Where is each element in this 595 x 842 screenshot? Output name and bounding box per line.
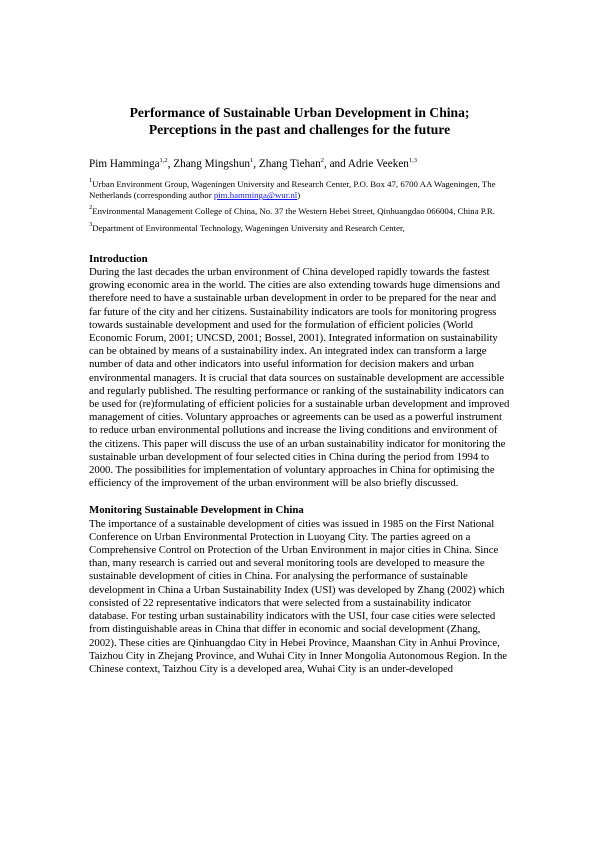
paper-title: Performance of Sustainable Urban Development in China; Perceptions in the past and challenges for the future xyxy=(129,105,470,137)
author-name: Zhang Tiehan xyxy=(258,158,321,170)
affiliation-number: 3 xyxy=(89,220,93,228)
affiliation-text: Environmental Management College of China, No. 37 the Western Hebei Street, Qinhuangdao 066004, China P.R. xyxy=(92,206,495,217)
affiliation xyxy=(89,179,510,201)
author-name: Zhang Mingshun xyxy=(173,158,251,170)
affiliation xyxy=(89,206,510,217)
affiliation-number: 2 xyxy=(89,204,93,212)
section-heading-introduction: Introduction xyxy=(89,252,148,265)
author-affiliation-marker: 1,3 xyxy=(408,157,418,164)
affiliation-number: 1 xyxy=(89,177,93,184)
author-separator: , xyxy=(167,158,174,170)
section-heading-monitoring: Monitoring Sustainable Development in China xyxy=(89,504,304,517)
corresponding-email-link[interactable]: pim.hamminga@wur.nl xyxy=(213,190,298,201)
paper-page xyxy=(89,105,510,676)
section-body-introduction: During the last decades the urban environment of China developed rapidly towards the fastest growing economic area in the world. The cities are also extending towards huge dimensions and therefore need to have a sustainable urban development in order to be prepared for the near and far future of the city and her citizens. Sustainability indicators are tools for monitoring progress towards sustainable development and used for the formulation of efficient policies (World Economic Forum, 2001; UNCSD, 2001; Bossel, 2001). Integrated information on sustainability can be obtained by means of a sustainability index. An integrated index can transform a large number of data and other indicators into useful information for decision makers and urban environmental managers. It is crucial that data sources on sustainable development are accessible and regularly published. The resulting performance or ranking of the sustainability indicators can be used for (re)formulating of efficient policies for a sustainable urban development and improved management of cities. Voluntary approaches or agreements can be used as a powerful instrument to reduce urban environmental pollutions and increase the living conditions and environment of the citizens. This paper will discuss the use of an urban sustainability indicator for monitoring the sustainable urban development of four selected cities in China during the period from 1994 to 2000. The possibilities for implementation of voluntary approaches in China for optimising the efficiency of the improvement of the urban environment will be also briefly discussed. xyxy=(89,266,510,490)
affiliation xyxy=(89,220,510,234)
author-name: Pim Hamminga xyxy=(89,158,160,170)
affiliation-text-end: ) xyxy=(297,190,301,201)
author-list xyxy=(89,158,510,171)
author-separator: , xyxy=(253,158,259,170)
author-affiliation-marker: 1 xyxy=(250,157,254,164)
author-affiliation-marker: 2 xyxy=(320,157,324,164)
author-separator: , and xyxy=(323,158,348,170)
author-affiliation-marker: 1,2 xyxy=(159,157,168,164)
affiliation-text: Department of Environmental Technology, Wageningen University and Research Center, xyxy=(92,222,405,233)
author-name: Adrie Veeken xyxy=(347,158,409,170)
affiliation-text: Urban Environment Group, Wageningen University and Research Center, P.O. Box 47, 6700 AA Wageningen, The Netherlands (corresponding author xyxy=(89,179,496,201)
section-body-monitoring: The importance of a sustainable development of cities was issued in 1985 on the First National Conference on Urban Environmental Protection in Luoyang City. The parties agreed on a Comprehensive Control on Protection of the Urban Environment in major cities in China. Since than, many research is carried out and several monitoring tools are developed to measure the sustainable development of cities in China. For analysing the performance of sustainable development in China a Urban Sustainability Index (USI) was developed by Zhang (2002) which consisted of 22 representative indicators that were selected from a sustainability indicator database. For testing urban sustainability indicators with the USI, four case cities were selected from distinguishable areas in China that differ in economic and social development (Zhang, 2002). These cities are Qinhuangdao City in Hebei Province, Maanshan City in Anhui Province, Taizhou City in Zhejang Province, and Wuhai City in Inner Mongolia Autonomous Region. In the Chinese context, Taizhou City is a developed area, Wuhai City is an under-developed xyxy=(89,517,508,675)
